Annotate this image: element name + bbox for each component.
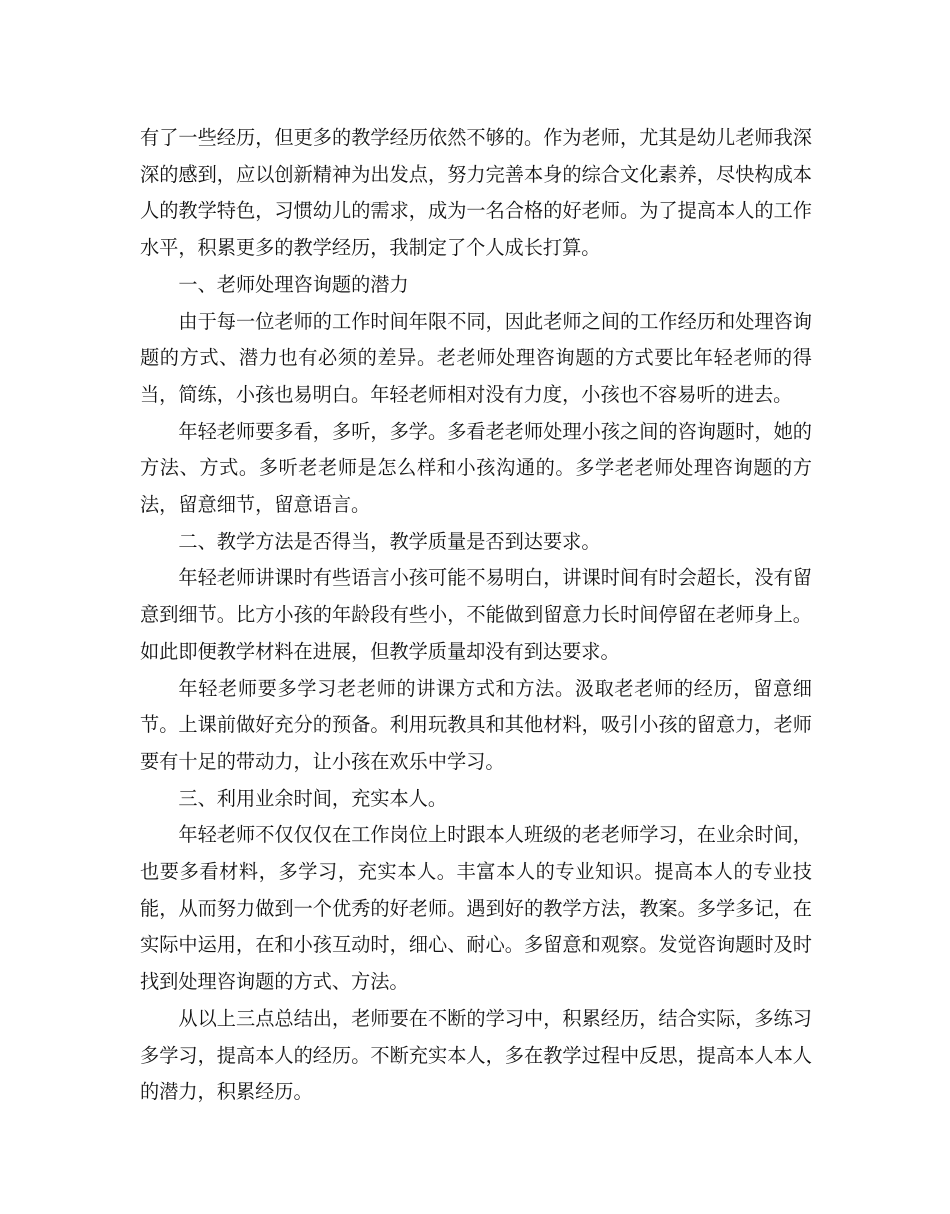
- paragraph-section-2-advice: 年轻老师要多学习老老师的讲课方式和方法。汲取老老师的经历，留意细节。上课前做好充分的预备。利用玩教具和其他材料，吸引小孩的留意力，老师要有十足的带动力，让小孩在欢乐中学习。: [140, 676, 812, 773]
- section-heading-3: 三、利用业余时间，充实本人。: [178, 786, 448, 810]
- paragraph-conclusion: 从以上三点总结出，老师要在不断的学习中，积累经历，结合实际，多练习多学习，提高本人的经历。不断充实本人，多在教学过程中反思，提高本人本人的潜力，积累经历。: [140, 1006, 812, 1104]
- section-heading-1: 一、老师处理咨询题的潜力: [178, 272, 409, 296]
- paragraph-section-3-body: 年轻老师不仅仅仅在工作岗位上时跟本人班级的老老师学习，在业余时间，也要多看材料，多学习，充实本人。丰富本人的专业知识。提高本人的专业技能，从而努力做到一个优秀的好老师。遇到好的教学方法，教案。多学多记，在实际中运用，在和小孩互动时，细心、耐心。多留意和观察。发觉咨询题时及时找到处理咨询题的方式、方法。: [140, 823, 812, 994]
- document-body: [140, 120, 812, 1111]
- section-heading-2: 二、教学方法是否得当，教学质量是否到达要求。: [178, 529, 601, 553]
- paragraph-section-1-advice: 年轻老师要多看，多听，多学。多看老老师处理小孩之间的咨询题时，她的方法、方式。多听老老师是怎么样和小孩沟通的。多学老老师处理咨询题的方法，留意细节，留意语言。: [140, 419, 812, 517]
- paragraph-section-1-body: 由于每一位老师的工作时间年限不同，因此老师之间的工作经历和处理咨询题的方式、潜力也有必须的差异。老老师处理咨询题的方式要比年轻老师的得当，简练，小孩也易明白。年轻老师相对没有力度，小孩也不容易听的进去。: [140, 309, 812, 406]
- paragraph-intro: 有了一些经历，但更多的教学经历依然不够的。作为老师，尤其是幼儿老师我深深的感到，应以创新精神为出发点，努力完善本身的综合文化素养，尽快构成本人的教学特色，习惯幼儿的需求，成为一名合格的好老师。为了提高本人的工作水平，积累更多的教学经历，我制定了个人成长打算。: [140, 126, 812, 260]
- paragraph-section-2-body: 年轻老师讲课时有些语言小孩可能不易明白，讲课时间有时会超长，没有留意到细节。比方小孩的年龄段有些小，不能做到留意力长时间停留在老师身上。如此即便教学材料在进展，但教学质量却没有到达要求。: [140, 566, 812, 663]
